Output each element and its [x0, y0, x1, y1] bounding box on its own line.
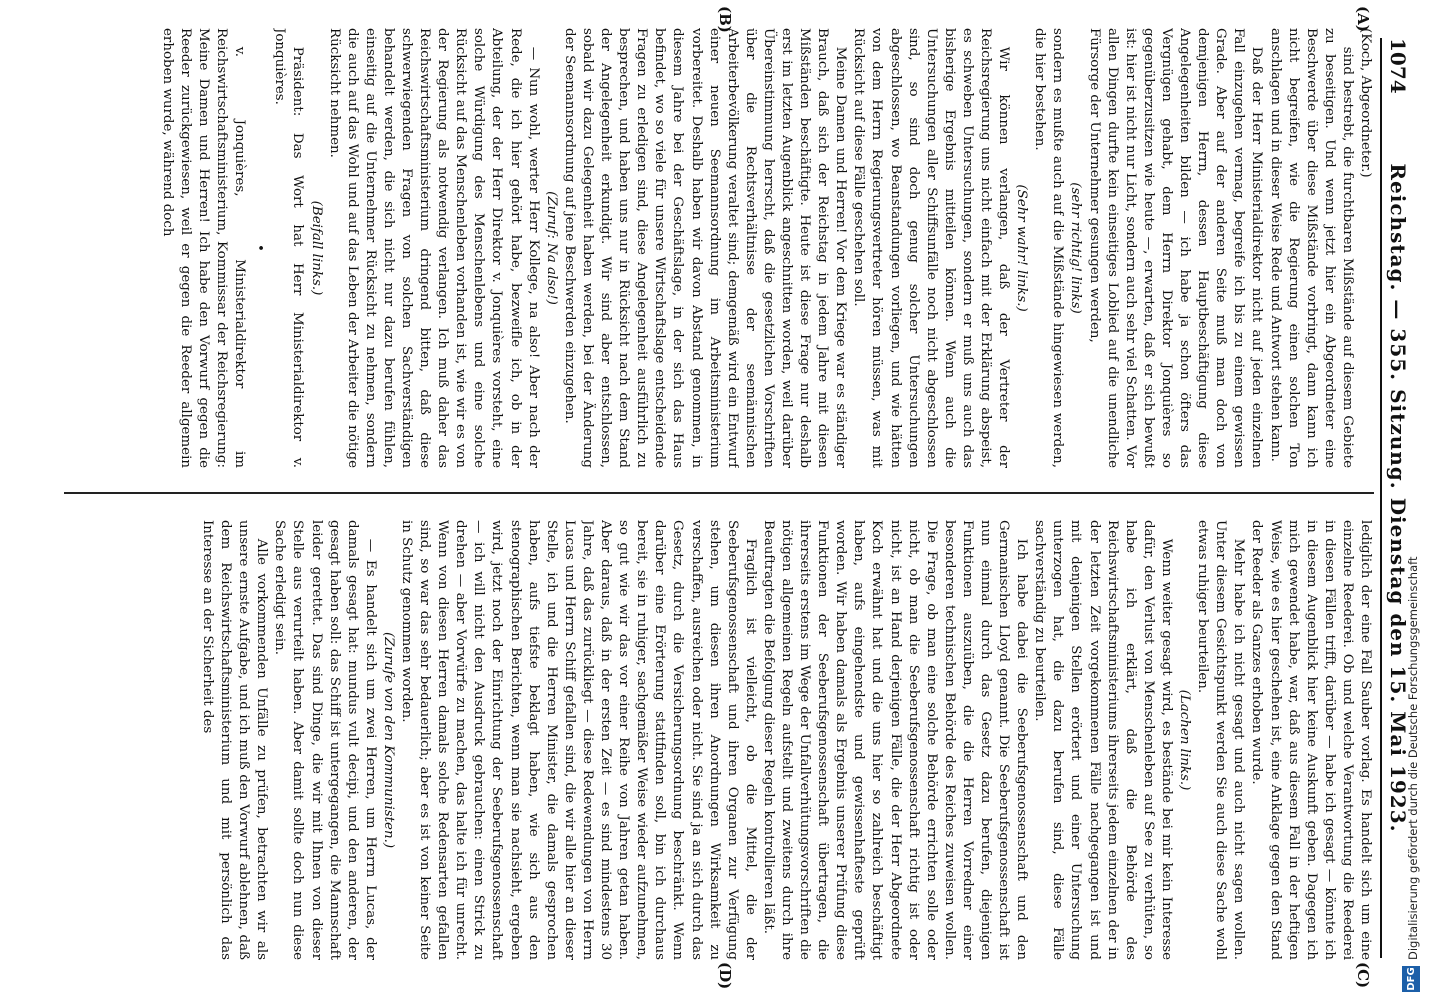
interjection: (sehr richtig! links): [1068, 182, 1084, 314]
presiding-statement: Präsident: Das Wort hat Herr Ministerialdirektor v. Jonquières.: [272, 28, 306, 468]
running-title: Reichstag. — 355. Sitzung. Dienstag den 15. Mai 1923.: [1386, 163, 1410, 833]
margin-mark-b: (B): [716, 6, 734, 33]
left-column: [64, 28, 1374, 468]
right-column: [64, 520, 1374, 960]
dfg-logo-icon: DFG: [1402, 966, 1420, 992]
paragraph: sind bestrebt, die furchtbaren Mißstände auf diesem Gebiete zu beseitigen. Und wenn jetzt hier ein Abgeordneter eine Beschwerde über diese Mißstände vorbringt, dann kann ich nicht begreifen, wie die Regierung einen solchen Ton anschlagen und in dieser Weise Rede und Antwort stehen kann.: [1267, 28, 1355, 468]
speech-opening: v. Jonquières, Ministerialdirektor im Reichswirtschaftsministerium, Kommissar der Reichsregierung: Meine Damen und Herren! Ich habe den Vorwurf gegen die Reeder zurückgewiesen, weil er gegen die Reeder allgemein erhoben wurde, während doch: [159, 28, 248, 468]
paragraph: Meine Damen und Herren! Vor dem Kriege war es ständiger Brauch, daß sich der Reichstag in jedem Jahre mit diesen Mißständen beschäftigte. Heute ist diese Frage nur deshalb erst im letzten Augenblick angeschnitten worden, weil darüber Übereinstimmung herrscht, daß die gesetzlichen Vorschriften über die Rechtsverhältnisse der seemännischen Arbeiterbevölkerung veraltet sind; demgemäß wird ein Entwurf einer neuen Seemannsordnung im Arbeitsministerium vorbereitet. Deshalb haben wir davon Abstand genommen, in diesem Jahre bei der Geschäftslage, in der sich das Haus befindet, wo so viele für unsere Wirtschaftslage entscheidende Fragen zu erledigen sind, diese Angelegenheit ausführlich zu besprechen, und haben uns nur in Rücksicht nach dem Stand der Angelegenheit erkundigt. Wir sind aber entschlossen, sobald wir dazu Gelegenheit haben werden, bei der Änderung der Seemannsordnung auf jene Beschwerden einzugehen.: [561, 28, 849, 468]
paragraph: Wenn weiter gesagt wird, es bestände bei mir kein Interesse dafür, den Verlust von Menschenleben auf See zu verhüten, so habe ich erklärt, daß die Behörde des Reichswirtschaftsministeriums ihrerseits jedem einzelnen der in der letzten Zeit vorgekommenen Fälle nachgegangen ist und mit denjenigen Stellen erörtert und einer Untersuchung unterzogen hat, die dazu berufen sind, diese Fälle sachverständig zu beurteilen.: [1032, 520, 1174, 960]
paragraph: sondern es mußte auch auf die Mißstände hingewiesen werden, die hier bestehen.: [1032, 28, 1066, 468]
margin-mark-c: (C): [1354, 962, 1372, 989]
interjection: (Zuruf: Na also!): [543, 191, 559, 305]
separator-dot: •: [252, 244, 268, 252]
paragraph: Ich habe dabei die Seeberufsgenossenschaft und den Germanischen Lloyd genannt. Die Seeberufsgenossenschaft ist nun einmal durch das Gesetz dazu berufen, diejenigen Funktionen auszuüben, die die Herren Vorredner einer besonderen technischen Behörde des Reiches zuweisen wollen. Die Frage, ob man eine solche Behörde errichten solle oder nicht, ob man die Seeberufsgenossenschaft richtig ist oder nicht, ist an Hand derjenigen Fälle, die der Herr Abgeordnete Koch erwähnt hat und die uns hier so zahlreich beschäftigt haben, aufs eingehendste und gewissenhafteste geprüft worden. Wir haben damals als Ergebnis unserer Prüfung diese Funktionen der Seeberufsgenossenschaft übertragen, die ihrerseits erstens im Wege der Unfallverhütungsvorschriften die nötigen allgemeinen Regeln aufstellt und zweitens durch ihre Beauftragten die Befolgung dieser Regeln kontrollieren läßt.: [760, 520, 1030, 960]
page-number: 1074: [1386, 38, 1410, 94]
paragraph: Wir können verlangen, daß der Vertreter der Reichsregierung uns nicht einfach mit der Erklärung abspeist, es schweben Untersuchungen, sondern er muß uns auch das bisherige Ergebnis mitteilen können. Wenn auch die Untersuchungen aller Schiffsunfälle noch nicht abgeschlossen sind, so sind doch genug solcher Untersuchungen abgeschlossen, wo Beanstandungen vorliegen, und wie hätten von dem Herrn Regierungsvertreter hören müssen, was mit Rücksicht auf diese Fälle geschehen soll.: [851, 28, 1012, 468]
interjection: (Beifall links.): [308, 200, 324, 296]
interjection: (Sehr wahr! links.): [1014, 184, 1030, 312]
paragraph: Mehr habe ich nicht gesagt und auch nicht sagen wollen. Unter diesem Gesichtspunkt werden Sie auch diese Sache wohl etwas ruhiger beurteilen.: [1195, 520, 1247, 960]
paragraph: lediglich der eine Fall Sauber vorlag. Es handelt sich um eine einzelne Reederei. Ob und welche Verantwortung die Reederei in diesen Fällen trifft, darüber — habe ich gesagt — könnte ich in diesem Augenblick hier keine Auskunft geben. Dagegen ich mich gewendet habe, war, daß aus diesem Fall in der heftigen Weise, wie es hier geschehen ist, eine Anklage gegen den Stand der Reeder als Ganzes erhoben wurde.: [1249, 520, 1373, 960]
speaker-label: (Koch, Abgeordneter.): [1358, 28, 1373, 178]
interjection: (Lachen links.): [1177, 689, 1193, 791]
paragraph: Daß der Herr Ministerialdirektor nicht auf jeden einzelnen Fall einzugehen vermag, begreife ich bis zu einem gewissen Grade. Aber auf der anderen Seite muß man doch von demjenigen Herrn, dessen Hauptbeschäftigung diese Angelegenheiten bilden — ich habe ja schon öfters das Vergnügen gehabt, dem Herrn Direktor Jonquières so gegenüberzusitzen wie heute —, erwarten, daß er sich bewußt ist: hier ist nicht nur Licht, sondern auch sehr viel Schatten. Vor allen Dingen durfte kein einseitiges Loblied auf die unendliche Fürsorge der Unternehmer gesungen werden,: [1086, 28, 1265, 468]
paragraph: Fraglich ist vielleicht, ob die Mittel, die der Seeberufsgenossenschaft und ihren Organen zur Verfügung stehen, um diesen ihren Anordnungen Wirksamkeit zu verschaffen, ausreichen oder nicht. Sie sind ja an sich durch das Gesetz, durch die Versicherungsordnung beschränkt. Wenn darüber eine Erörterung stattfinden soll, bin ich durchaus bereit, sie in ruhiger, sachgemäßer Weise wieder aufzunehmen, so gut wie wir das vor einer Reihe von Jahren getan haben. Aber daraus, daß in der ersten Zeit — es sind mindestens 30 Jahre, daß das zurückliegt — diese Redewendungen von Herrn Lucas und Herrn Schiff gefallen sind, die wir alle hier an dieser Stelle, ich und die Herren Minister, die damals gesprochen haben, aufs tiefste beklagt haben, wie sich aus den stenographischen Berichten, wenn man sie nachsieht, ergeben wird, jetzt noch der Einrichtung der Seeberufsgenossenschaft — ich will nicht den Ausdruck gebrauchen: einen Strick zu drehen — aber Vorwürfe zu machen, das halte ich für unrecht. Wenn von diesen Herren damals solche Redensarten gefallen sind, so war das sehr bedauerlich; aber es ist von keiner Seite in Schutz genommen worden.: [399, 520, 758, 960]
interjection: (Zurufe von den Kommunisten.): [380, 631, 396, 849]
column-divider: [64, 492, 1374, 494]
paragraph: — Es handelt sich um zwei Herren, um Herrn Lucas, der damals gesagt hat: mundus vult decipi, und den anderen, der gesagt haben soll: das Schiff ist untergegangen, die Mannschaft leider gerettet. Das sind Dinge, die wir mit Ihnen von dieser Stelle aus verurteilt haben. Aber damit sollte doch nun diese Sache erledigt sein.: [272, 520, 378, 960]
digitization-credit: Digitalisierung gefördert durch die Deutsche Forschungsgemeinschaft: [1406, 556, 1420, 960]
digitization-footer: [1392, 0, 1434, 1000]
paragraph: Alle vorkommenden Unfälle zu prüfen, betrachten wir als unsere ernste Aufgabe, und ich muß den Vorwurf ablehnen, daß dem Reichswirtschaftsministerium und mit persönlich das Interesse an der Sicherheit des: [200, 520, 270, 960]
margin-mark-d: (D): [716, 962, 734, 990]
margin-mark-a: (A): [1354, 6, 1372, 32]
paragraph: — Nun wohl, werter Herr Kollege, na also! Aber nach der Rede, die ich hier gehört habe, bezweifle ich, ob in der Abteilung, der der Herr Direktor v. Jonquières vorsteht, eine solche Würdigung des Menschenlebens und eine solche Rücksicht auf das Menschenleben vorhanden ist, wie wir es von der Regierung als notwendig verlangen. Ich muß daher das Reichswirtschaftsministerium dringend bitten, daß diese schwerwiegenden Fragen von solchen Sachverständigen behandelt werden, die sich nicht nur dazu berufen fühlen, einseitig auf die Unternehmer Rücksicht zu nehmen, sondern die auch auf das Wohl und auf das Leben der Arbeiter die nötige Rücksicht nehmen.: [326, 28, 541, 468]
